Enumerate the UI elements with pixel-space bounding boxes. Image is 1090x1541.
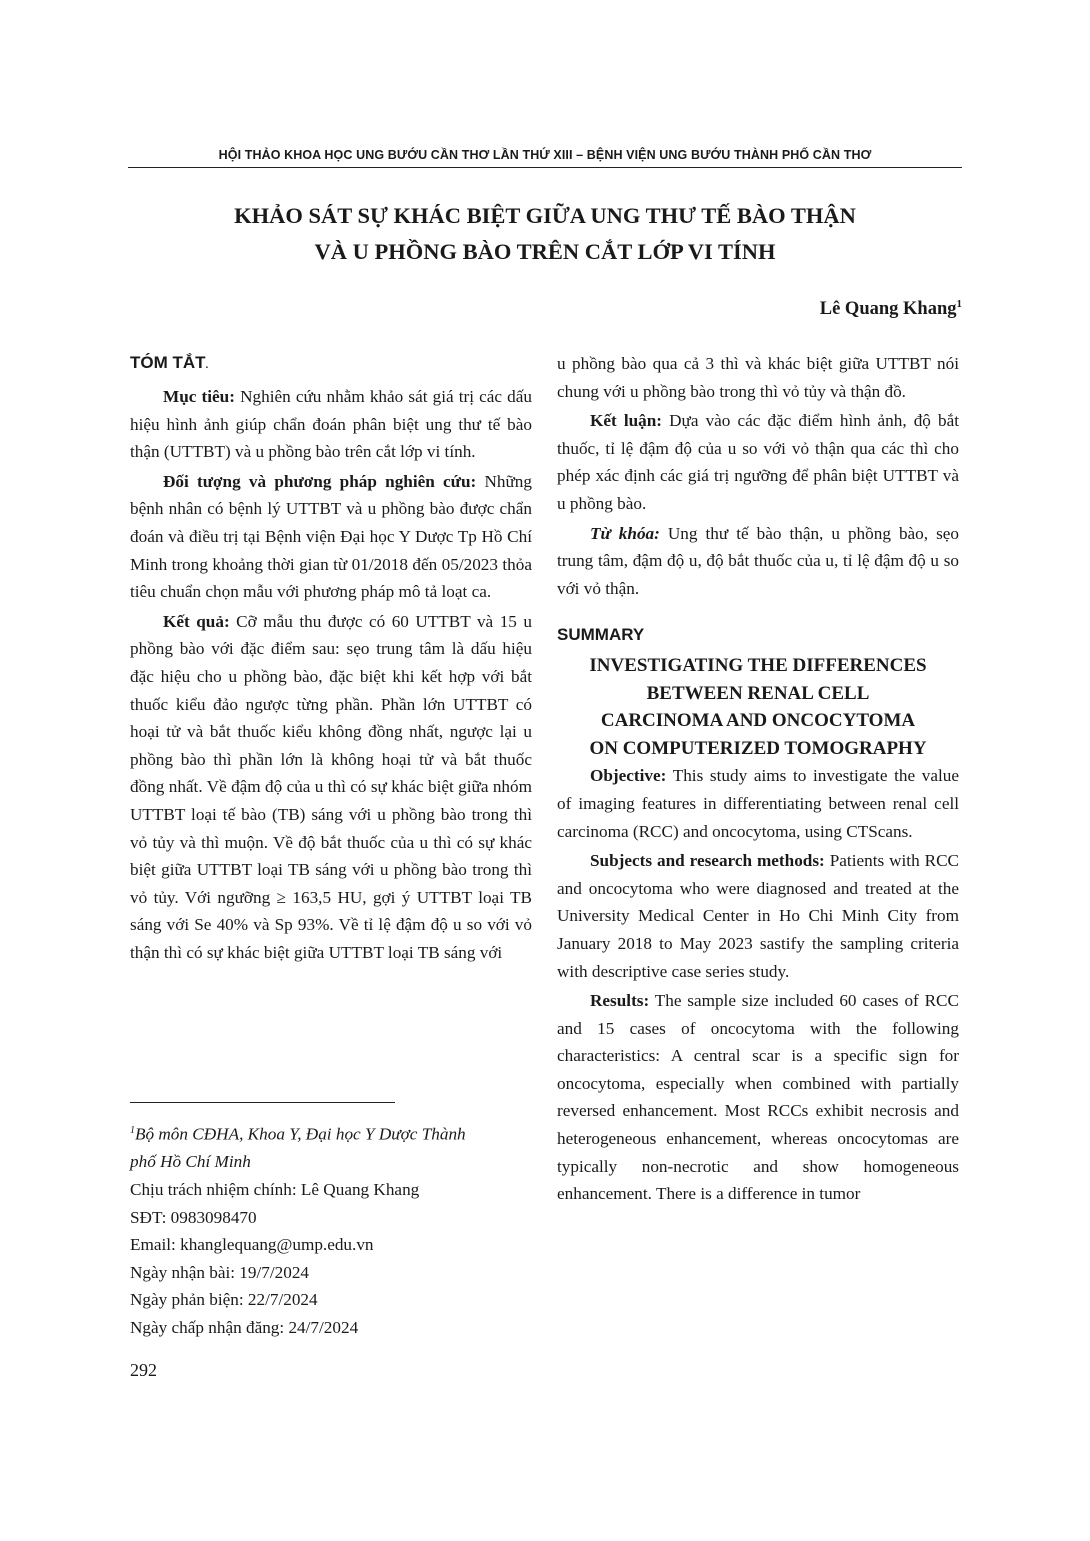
vn-objective-text: Nghiên cứu nhằm khảo sát giá trị các dấu hiệu hình ảnh giúp chẩn đoán phân biệt ung thư tế bào thận (UTTBT) và u phồng bào trên cắt lớp vi tính. (130, 387, 533, 462)
affiliation (130, 1117, 532, 1148)
running-header: HỘI THẢO KHOA HỌC UNG BƯỚU CẦN THƠ LẦN THỨ XIII – BỆNH VIỆN UNG BƯỚU THÀNH PHỐ CẦN THƠ (218, 148, 872, 162)
phone: SĐT: 0983098470 (130, 1207, 257, 1227)
en-title-line-2: BETWEEN RENAL CELL (646, 682, 870, 704)
vn-results-paragraph (130, 608, 532, 967)
en-title (557, 652, 959, 762)
author-name: Lê Quang Khang (819, 299, 957, 320)
vn-results-continuation: u phồng bào qua cả 3 thì và khác biệt giữa UTTBT nói chung với u phồng bào trong thì vỏ tủy và thận đồ. (557, 354, 959, 401)
footnote-rule (130, 1102, 395, 1103)
date-reviewed: Ngày phản biện: 22/7/2024 (130, 1290, 318, 1310)
vn-methods-paragraph (130, 468, 532, 606)
en-objective-text: This study aims to investigate the value of imaging features in differentiating between renal cell carcinoma (RCC) and oncocytoma, using CTScans. (557, 766, 959, 841)
en-methods-label: Subjects and research methods: (590, 851, 825, 871)
vn-keywords-text: Ung thư tế bào thận, u phồng bào, sẹo trung tâm, đậm độ u, độ bắt thuốc của u, tỉ lệ đậm độ u so với vỏ thận. (557, 523, 959, 598)
date-received: Ngày nhận bài: 19/7/2024 (130, 1262, 310, 1282)
vn-conclusion-label: Kết luận: (590, 411, 663, 431)
responsible-author: Chịu trách nhiệm chính: Lê Quang Khang (130, 1179, 420, 1199)
vn-objective-label: Mục tiêu: (163, 387, 235, 406)
paper-title (128, 198, 962, 270)
footnotes (130, 1117, 532, 1341)
left-column (130, 350, 532, 968)
en-objective-paragraph (557, 762, 959, 845)
en-results-label: Results: (590, 991, 650, 1011)
vn-abstract-heading (130, 350, 532, 379)
vn-conclusion-text: Dựa vào các đặc điểm hình ảnh, độ bắt thuốc, tỉ lệ đậm độ của u so với vỏ thận qua các thì cho phép xác định các giá trị ngưỡng để phân biệt UTTBT và u phồng bào. (557, 411, 959, 513)
en-title-line-3: CARCINOMA AND ONCOCYTOMA (600, 710, 916, 732)
en-results-paragraph (557, 987, 959, 1208)
vn-heading-dot: . (205, 360, 209, 371)
title-line-2: VÀ U PHỒNG BÀO TRÊN CẮT LỚP VI TÍNH (314, 239, 776, 264)
en-objective-label: Objective: (590, 766, 667, 786)
en-summary-heading: SUMMARY (557, 625, 645, 645)
page-number: 292 (130, 1360, 157, 1380)
en-methods-paragraph (557, 847, 959, 985)
en-results-text: The sample size included 60 cases of RCC and 15 cases of oncocytoma with the following characteristics: A central scar is a specific sign for oncocytoma, especially when combined with partially reversed enhancement. Most RCCs exhibit necrosis and heterogeneous enhancement, whereas oncocytomas are typically non-necrotic and show homogeneous enhancement. There is a difference in tumor (557, 991, 959, 1204)
en-methods-text: Patients with RCC and oncocytoma who were diagnosed and treated at the University Medical Center in Ho Chi Minh City from January 2018 to May 2023 sastify the sampling criteria with descriptive case series study. (557, 851, 959, 981)
vn-methods-text: Những bệnh nhân có bệnh lý UTTBT và u phồng bào được chẩn đoán và điều trị tại Bệnh viện Đại học Y Dược Tp Hồ Chí Minh trong khoảng thời gian từ 01/2018 đến 05/2023 thỏa tiêu chuẩn chọn mẫu với phương pháp mô tả loạt ca. (130, 471, 532, 602)
title-line-1: KHẢO SÁT SỰ KHÁC BIỆT GIỮA UNG THƯ TẾ BÀO THẬN (234, 203, 856, 228)
affiliation-sup: 1 (130, 1125, 135, 1136)
vn-results-text: Cỡ mẫu thu được có 60 UTTBT và 15 u phồng bào với đặc điểm sau: sẹo trung tâm là dấu hiệu đặc hiệu cho u phồng bào, đặc biệt khi kết hợp với bắt thuốc kiểu đảo ngược từng phần. Phần lớn UTTBT có hoại tử và bắt thuốc kiểu không đồng nhất, ngược lại u phồng bào thì phần lớn là không hoại tử và bắt thuốc đồng nhất. Về đậm độ của u thì có sự khác biệt giữa nhóm UTTBT loại tế bào (TB) sáng với u phồng bào trong thì vỏ tủy và thì muộn. Về độ bắt thuốc của u thì có sự khác biệt giữa UTTBT loại TB sáng với u phồng bào trong thì vỏ tủy. Với ngưỡng ≥ 163,5 HU, gợi ý UTTBT loại TB sáng với Se 40% và Sp 93%. Về tỉ lệ đậm độ u so với vỏ thận thì có sự khác biệt giữa UTTBT loại TB sáng với (130, 611, 532, 962)
en-title-line-1: INVESTIGATING THE DIFFERENCES (589, 655, 927, 677)
header-rule (128, 167, 962, 168)
vn-conclusion-paragraph (557, 407, 959, 517)
email: Email: khanglequang@ump.edu.vn (130, 1235, 374, 1255)
vn-results-label: Kết quả: (163, 611, 230, 631)
author-sup: 1 (956, 298, 962, 310)
vn-heading-text: TÓM TẮT (130, 353, 206, 372)
vn-methods-label: Đối tượng và phương pháp nghiên cứu: (163, 471, 477, 491)
author (820, 298, 962, 320)
vn-keywords-paragraph (557, 520, 959, 603)
affiliation-line-1: Bộ môn CĐHA, Khoa Y, Đại học Y Dược Thành (135, 1124, 466, 1144)
vn-objective-paragraph (130, 383, 532, 466)
date-accepted: Ngày chấp nhận đăng: 24/7/2024 (130, 1317, 359, 1337)
en-title-line-4: ON COMPUTERIZED TOMOGRAPHY (589, 737, 927, 759)
vn-keywords-label: Từ khóa: (590, 523, 660, 543)
affiliation-line-2: phố Hồ Chí Minh (130, 1152, 251, 1172)
right-column (557, 350, 959, 1210)
